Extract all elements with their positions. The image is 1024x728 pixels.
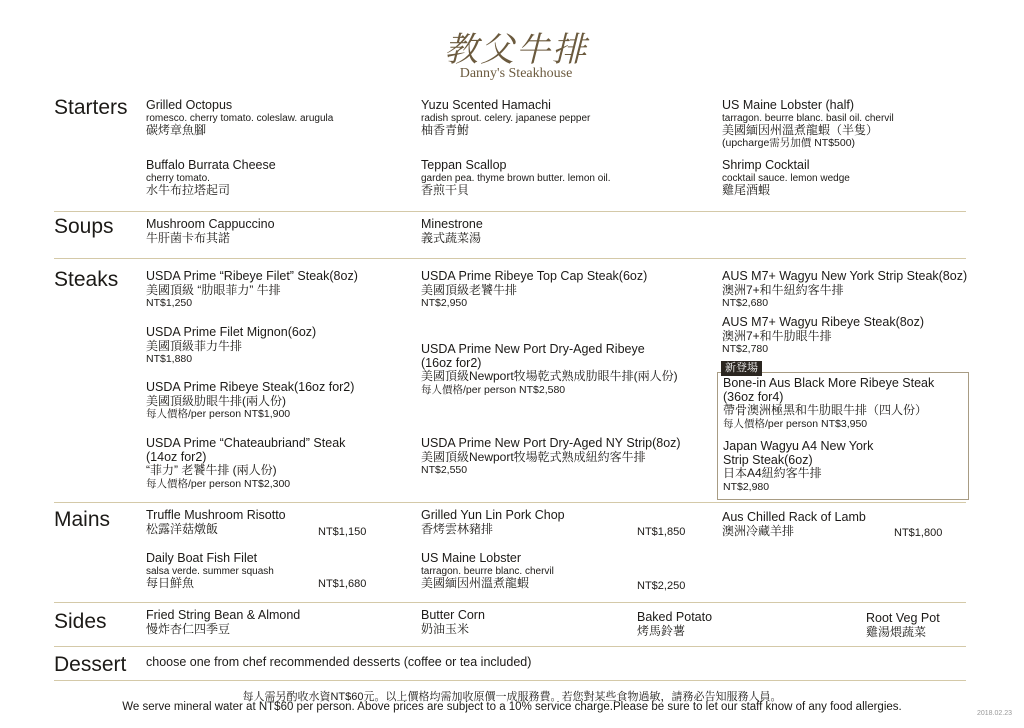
- item-cn: “菲力” 老饕牛排 (兩人份): [146, 463, 277, 477]
- item-name: Baked Potato: [637, 610, 713, 624]
- item-name: Teppan Scallop: [421, 158, 507, 172]
- item-desc: tarragon. beurre blanc. chervil: [421, 565, 554, 577]
- item-price: NT$2,550: [421, 464, 468, 476]
- menu-item: [421, 343, 678, 397]
- item-cn: 澳洲7+和牛肋眼牛排: [722, 328, 832, 343]
- section-steaks: Steaks: [54, 268, 119, 291]
- item-price: 每人價格/per person NT$2,580: [421, 383, 566, 396]
- item-name-line2: (16oz for2): [421, 355, 482, 370]
- item-name: AUS M7+ Wagyu Ribeye Steak(8oz): [722, 315, 925, 329]
- item-desc: garden pea. thyme brown butter. lemon oil.: [421, 172, 611, 184]
- item-name: USDA Prime “Chateaubriand” Steak: [146, 436, 346, 450]
- item-cn: 義式蔬菜湯: [421, 230, 482, 245]
- item-name: Grilled Yun Lin Pork Chop: [421, 508, 565, 522]
- item-cn: 日本A4紐約客牛排: [723, 466, 822, 480]
- new-badge: 新登場: [721, 361, 762, 376]
- divider: [54, 680, 966, 681]
- item-cn: 香煎干貝: [421, 182, 470, 197]
- item-cn: 美國緬因州溫煮龍蝦（半隻）: [722, 122, 879, 137]
- divider: [54, 502, 966, 503]
- menu-item: [146, 270, 358, 311]
- item-name: USDA Prime Ribeye Steak(16oz for2): [146, 380, 355, 394]
- dessert-text: [146, 656, 531, 670]
- item-cn: 奶油玉米: [421, 621, 470, 636]
- item-name: USDA Prime Ribeye Top Cap Steak(6oz): [421, 269, 648, 283]
- item-name: Truffle Mushroom Risotto: [146, 508, 286, 522]
- item-name: US Maine Lobster: [421, 551, 522, 565]
- date-stamp: 2018.02.23: [976, 710, 1012, 717]
- menu-item: [722, 316, 924, 357]
- item-cn: 香烤雲林豬排: [421, 521, 494, 536]
- item-price: NT$2,780: [722, 343, 769, 355]
- menu-item: [146, 609, 300, 636]
- item-cn: 雞湯煨蔬菜: [866, 624, 927, 639]
- item-cn: 烤馬鈴薯: [637, 623, 686, 638]
- item-name: Aus Chilled Rack of Lamb: [722, 510, 866, 524]
- item-price: NT$1,680: [318, 578, 367, 590]
- item-cn: 美國頂級Newport牧場乾式熟成肋眼牛排(兩人份): [421, 369, 678, 383]
- item-cn: 美國頂級Newport牧場乾式熟成紐約客牛排: [421, 449, 646, 464]
- menu-item: [421, 99, 590, 137]
- menu-item: [146, 437, 345, 491]
- divider: [54, 602, 966, 603]
- item-cn: 美國頂級老饕牛排: [421, 282, 518, 297]
- item-name-line2: (36oz for4): [723, 389, 784, 404]
- item-name: Butter Corn: [421, 608, 485, 622]
- menu-item: [146, 381, 354, 422]
- item-price: 每人價格/per person NT$1,900: [146, 408, 291, 420]
- item-cn: 美國頂級菲力牛排: [146, 338, 243, 353]
- item-desc: cocktail sauce. lemon wedge: [722, 172, 850, 184]
- item-cn: 碳烤章魚腳: [146, 122, 207, 137]
- menu-item: [146, 509, 286, 536]
- logo-chinese: 教父牛排: [444, 30, 588, 70]
- item-cn: 牛肝菌卡布其諾: [146, 230, 231, 245]
- item-price: NT$1,850: [637, 526, 686, 538]
- item-price: 每人價格/per person NT$3,950: [723, 417, 868, 430]
- menu-item: [421, 437, 681, 478]
- menu-item: [421, 270, 647, 311]
- menu-item: [723, 377, 934, 431]
- item-price: NT$2,950: [421, 297, 468, 309]
- section-dessert: Dessert: [54, 653, 127, 676]
- item-name-line2: Strip Steak(6oz): [723, 452, 813, 467]
- menu-item: [722, 270, 967, 311]
- item-name: Shrimp Cocktail: [722, 158, 810, 172]
- item-desc: romesco. cherry tomato. coleslaw. arugula: [146, 112, 334, 124]
- item-cn: 雞尾酒蝦: [722, 182, 771, 197]
- item-name: Daily Boat Fish Filet: [146, 551, 258, 565]
- item-name: Grilled Octopus: [146, 98, 233, 112]
- item-name: AUS M7+ Wagyu New York Strip Steak(8oz): [722, 269, 968, 283]
- item-upcharge: (upcharge需另加價 NT$500): [722, 137, 856, 149]
- menu-item: [421, 218, 483, 245]
- item-name: Yuzu Scented Hamachi: [421, 98, 551, 112]
- item-name: Buffalo Burrata Cheese: [146, 158, 276, 172]
- section-sides: Sides: [54, 610, 107, 633]
- dessert-description: choose one from chef recommended desserts (coffee or tea included): [146, 655, 532, 669]
- item-desc: cherry tomato.: [146, 172, 210, 184]
- item-name: Japan Wagyu A4 New York: [723, 439, 874, 453]
- item-desc: tarragon. beurre blanc. basil oil. chervil: [722, 112, 894, 124]
- item-name: Root Veg Pot: [866, 611, 940, 625]
- menu-item: [146, 218, 275, 245]
- item-cn: 美國頂級 “肋眼菲力” 牛排: [146, 282, 281, 297]
- item-name: Minestrone: [421, 217, 483, 231]
- menu-item: [723, 440, 873, 494]
- item-price: NT$1,800: [894, 527, 943, 539]
- menu-item: [866, 612, 940, 639]
- item-price: NT$1,250: [146, 297, 193, 309]
- item-cn: 每日鮮魚: [146, 575, 195, 590]
- menu-item: [637, 611, 712, 638]
- menu-item: [146, 99, 333, 137]
- menu-item: [421, 509, 565, 536]
- divider: [54, 646, 966, 647]
- menu-item: [722, 99, 894, 151]
- divider: [54, 211, 966, 212]
- item-name: USDA Prime “Ribeye Filet” Steak(8oz): [146, 269, 358, 283]
- section-starters: Starters: [54, 96, 128, 119]
- item-price: NT$2,680: [722, 297, 769, 309]
- item-name: USDA Prime New Port Dry-Aged Ribeye: [421, 342, 645, 356]
- item-cn: 帶骨澳洲極黑和牛肋眼牛排（四人份）: [723, 403, 928, 417]
- item-cn: 柚香青鮒: [421, 122, 470, 137]
- item-price: NT$1,150: [318, 526, 367, 538]
- item-cn: 慢炸杏仁四季豆: [146, 621, 231, 636]
- item-price: NT$2,250: [637, 580, 686, 592]
- footer-cn: 每人需另酌收水資NT$60元。以上價格均需加收原價一成服務費。若您對某些食物過敏，請務必告知服務人員。: [242, 691, 782, 703]
- section-soups: Soups: [54, 215, 114, 238]
- footer-en: We serve mineral water at NT$60 per person. Above prices are subject to a 10% service charge.Please be sure to let our staff know of any food allergies.: [122, 701, 902, 713]
- menu-item: [146, 326, 316, 367]
- item-desc: radish sprout. celery. japanese pepper: [421, 112, 591, 124]
- item-cn: 澳洲冷藏羊排: [722, 523, 795, 538]
- menu-item: [722, 159, 850, 197]
- item-name: USDA Prime Filet Mignon(6oz): [146, 325, 317, 339]
- item-desc: salsa verde. summer squash: [146, 565, 274, 577]
- item-name: Mushroom Cappuccino: [146, 217, 275, 231]
- item-name: US Maine Lobster (half): [722, 98, 855, 112]
- menu-item: [421, 609, 485, 636]
- item-name: USDA Prime New Port Dry-Aged NY Strip(8oz): [421, 436, 681, 450]
- logo-english: Danny's Steakhouse: [459, 66, 573, 81]
- item-name: Fried String Bean & Almond: [146, 608, 301, 622]
- item-cn: 美國緬因州溫煮龍蝦: [421, 575, 530, 590]
- item-price: NT$1,880: [146, 353, 193, 365]
- divider: [54, 258, 966, 259]
- item-name: Bone-in Aus Black More Ribeye Steak: [723, 376, 935, 390]
- item-price: 每人價格/per person NT$2,300: [146, 477, 291, 490]
- item-name-line2: (14oz for2): [146, 449, 207, 464]
- item-cn: 澳洲7+和牛紐約客牛排: [722, 282, 844, 297]
- item-price: NT$2,980: [723, 480, 770, 493]
- item-cn: 美國頂級肋眼牛排(兩人份): [146, 393, 286, 408]
- menu-item: [421, 159, 611, 197]
- item-cn: 水牛布拉塔起司: [146, 182, 231, 197]
- item-cn: 松露洋菇燉飯: [146, 521, 219, 536]
- menu-item: [421, 552, 554, 590]
- menu-item: [146, 552, 274, 590]
- section-mains: Mains: [54, 508, 111, 531]
- menu-item: [146, 159, 276, 197]
- menu-item: [722, 511, 866, 538]
